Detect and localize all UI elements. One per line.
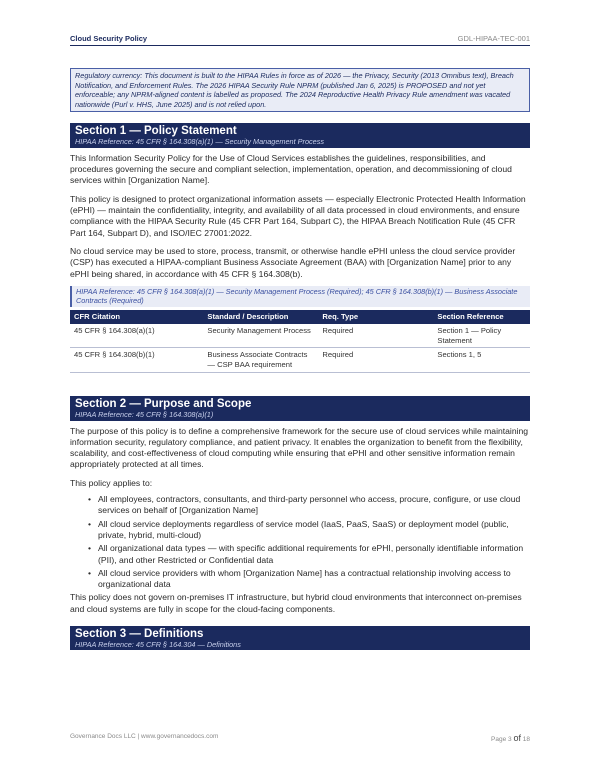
regulatory-notice: Regulatory currency: This document is built to the HIPAA Rules in force as of 2026 — the Privacy, Security (2013 Omnibus text), Breach Notification, and Enforcement Rules. The 2026 HIPAA Security Rule NPRM (published Jan 6, 2025) is PROPOSED and not yet enforceable; any NPRM-aligned content is labelled as proposed. The 2024 Reproductive Health Privacy Rule amendment was vacated nationwide (Purl v. HHS, June 2025) and is not relied upon.	[70, 68, 530, 112]
list-item	[88, 519, 530, 542]
page-content	[70, 68, 530, 650]
section-3-title: Section 3 — Definitions	[75, 627, 204, 640]
footer-company: Governance Docs LLC | www.governancedocs.com	[70, 733, 219, 740]
bullet-icon: •	[88, 494, 92, 505]
table-cell: Business Associate Contracts — CSP BAA requirement	[203, 348, 318, 373]
section-2-paragraph: The purpose of this policy is to define a comprehensive framework for the secure use of cloud services while maintaining information security, regulatory compliance, and patient privacy. It enables the organization to benefit from the flexibility, scalability, and cost-effectiveness of cloud computing while ensuring that ePHI and other sensitive information remain appropriately protected at all times.	[70, 425, 529, 470]
page-of: of	[513, 733, 521, 743]
column-header: Standard / Description	[203, 310, 318, 324]
list-item	[88, 494, 530, 517]
section-3-reference: HIPAA Reference: 45 CFR § 164.304 — Definitions	[75, 639, 241, 649]
document-title: Cloud Security Policy	[70, 34, 148, 43]
section-2-reference: HIPAA Reference: 45 CFR § 164.308(a)(1)	[75, 410, 214, 420]
section-1-header	[70, 123, 530, 148]
list-item-text: All cloud service providers with whom [Organization Name] has a contractual relationship involving access to organizational data	[98, 567, 511, 590]
list-item-text: All cloud service deployments regardless of service model (IaaS, PaaS, SaaS) or deployment model (public, private, hybrid, multi-cloud)	[98, 518, 509, 540]
list-item-text: All employees, contractors, consultants, and third-party personnel who access, procure, configure, or use cloud services on behalf of [Organization Name]	[98, 494, 521, 516]
table-cell: Security Management Process	[203, 324, 318, 348]
table-cell: 45 CFR § 164.308(b)(1)	[70, 348, 203, 373]
table-cell: Required	[318, 348, 433, 373]
cfr-citation-table	[70, 310, 530, 373]
table-cell: Section 1 — Policy Statement	[433, 324, 530, 348]
column-header: Section Reference	[433, 310, 530, 324]
applies-list	[88, 494, 530, 590]
hipaa-reference-note: HIPAA Reference: 45 CFR § 164.308(a)(1) — Security Management Process (Required); 45 CFR § 164.308(b)(1) — Business Associate Contracts (Required)	[70, 286, 530, 307]
section-1-title: Section 1 — Policy Statement	[75, 125, 237, 138]
section-2-header	[70, 396, 530, 421]
page-label: Page	[491, 736, 507, 743]
page-header	[70, 33, 530, 46]
table-row	[70, 348, 530, 373]
table-cell: Required	[318, 324, 433, 348]
document-id: GDL-HIPAA-TEC-001	[457, 34, 530, 43]
page-number	[491, 733, 530, 743]
bullet-icon: •	[88, 518, 92, 529]
column-header: CFR Citation	[70, 310, 203, 324]
section-2-title: Section 2 — Purpose and Scope	[75, 398, 252, 411]
section-2-closing: This policy does not govern on-premises IT infrastructure, but hybrid cloud environments that interconnect on-premises and cloud systems are fully in scope for the cloud-facing components.	[70, 592, 522, 614]
table-cell: 45 CFR § 164.308(a)(1)	[70, 324, 203, 348]
page-total: 18	[522, 736, 530, 743]
table-header-row	[70, 310, 530, 324]
section-3-header	[70, 626, 530, 651]
bullet-icon: •	[88, 567, 92, 578]
column-header: Req. Type	[318, 310, 433, 324]
list-item	[88, 543, 530, 566]
bullet-icon: •	[88, 543, 92, 554]
page-current: 3	[508, 736, 512, 743]
applies-intro: This policy applies to:	[70, 477, 153, 488]
list-item-text: All organizational data types — with specific additional requirements for ePHI, personally identifiable information (PII), and other Restricted or Confidential data	[98, 543, 524, 565]
section-1-paragraph: This policy is designed to protect organizational information assets — especially Electronic Protected Health Information (ePHI) — maintain the confidentiality, integrity, and availability of all data processed in cloud environments, and ensure compliance with the HIPAA Security Rule (45 CFR Part 164, Subpart C), the HIPAA Breach Notification Rule (45 CFR Part 164, Subpart D), and ISO/IEC 27001:2022.	[70, 193, 526, 238]
page-footer	[70, 733, 530, 743]
section-1-paragraph: This Information Security Policy for the Use of Cloud Services establishes the guidelines, responsibilities, and procedures governing the secure and compliant selection, implementation, operation, and decommissioning of cloud services within [Organization Name].	[70, 152, 512, 186]
table-row	[70, 324, 530, 348]
section-1-reference: HIPAA Reference: 45 CFR § 164.308(a)(1) — Security Management Process	[75, 137, 325, 147]
section-1-paragraph: No cloud service may be used to store, process, transmit, or otherwise handle ePHI unless the cloud service provider (CSP) has executed a HIPAA-compliant Business Associate Agreement (BAA) with [Organization Name] prior to any ePHI being shared, in accordance with 45 CFR § 164.308(b).	[70, 245, 516, 279]
list-item	[88, 568, 530, 591]
table-cell: Sections 1, 5	[433, 348, 530, 373]
